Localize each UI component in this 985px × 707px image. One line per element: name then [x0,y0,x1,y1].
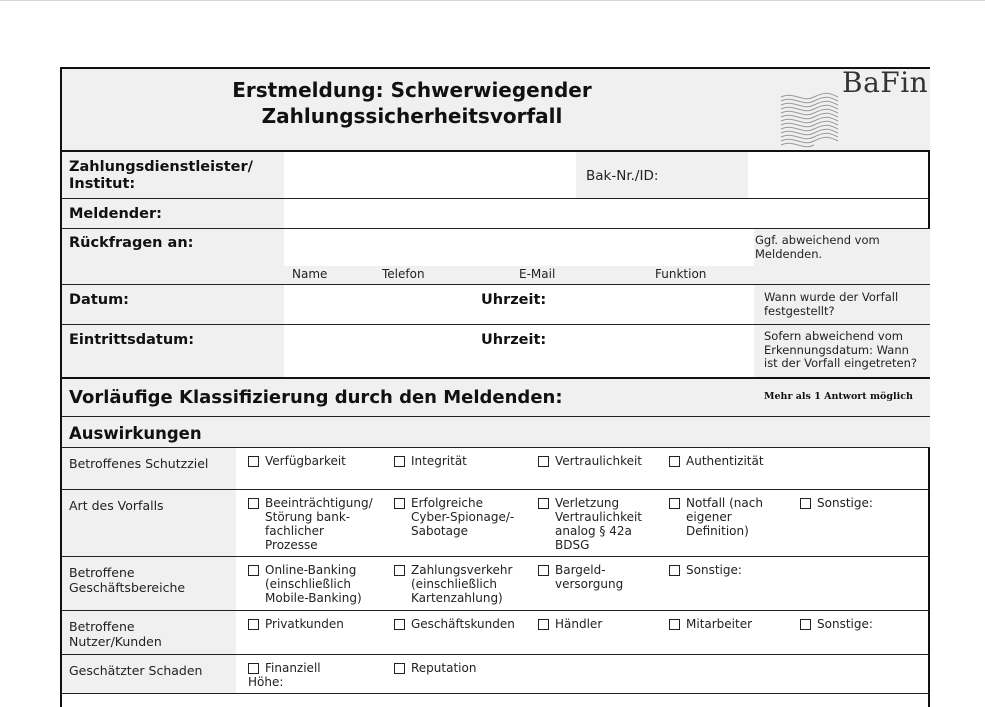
date-input[interactable] [284,285,474,324]
checkbox-icon[interactable] [538,456,549,467]
option-mitarbeiter[interactable] [669,617,752,631]
classification-note: Mehr als 1 Antwort möglich [764,391,913,402]
checkbox-icon[interactable] [394,456,405,467]
form-title [142,77,682,129]
option-text: Privatkunden [265,617,344,631]
option-text: Reputation [411,661,477,675]
contact-label: Rückfragen an: [69,235,194,251]
schaden-amount-label: Höhe: [248,675,284,689]
option-text: Authentizität [686,454,764,468]
time-input[interactable] [552,285,754,324]
option-online-banking[interactable] [248,563,362,605]
option-haendler[interactable] [538,617,602,631]
option-text: Mobile-Banking) [265,591,362,605]
option-zahlungsverkehr[interactable] [394,563,512,605]
option-text: fachlicher [265,524,324,538]
option-text: Prozesse [265,538,318,552]
option-text: Online-Banking [265,563,357,577]
contact-function-label: Funktion [655,267,707,281]
option-text: Vertraulichkeit [555,454,643,468]
option-text: Verfügbarkeit [265,454,346,468]
occurrence-note-line3: ist der Vorfall eingetreten? [764,356,917,370]
occurrence-note-line2: Erkennungsdatum: Wann [764,342,909,357]
option-text: Finanziell [265,661,321,675]
occurrence-time-label: Uhrzeit: [481,332,547,348]
option-text: Vertraulichkeit [555,510,643,524]
institute-label-line1: Zahlungsdienstleister/ [69,159,253,175]
option-notfall[interactable] [669,496,763,538]
time-label: Uhrzeit: [481,292,547,308]
occurrence-time-input[interactable] [552,325,754,377]
checkbox-icon[interactable] [669,619,680,630]
option-sonstige-vorfall[interactable] [800,496,873,510]
report-form [60,67,930,707]
bafin-logo-icon [780,89,840,155]
occurrence-note [764,330,917,371]
contact-input[interactable] [284,229,754,266]
option-verletzung-vertraulichkeit[interactable] [538,496,642,552]
contact-phone-label: Telefon [382,267,425,281]
geschaeft-label-line2: Geschäftsbereiche [69,580,186,595]
option-text: Mitarbeiter [686,617,753,631]
option-authentizitaet[interactable] [669,454,764,468]
occurrence-date-input[interactable] [284,325,474,377]
option-sonstige-nutzer[interactable] [800,617,873,631]
option-text: Cyber-Spionage/- [411,510,515,524]
option-text: eigener [686,510,732,524]
checkbox-icon[interactable] [248,619,259,630]
option-privatkunden[interactable] [248,617,344,631]
date-label: Datum: [69,292,129,308]
option-text: versorgung [555,577,624,591]
option-text: analog § 42a [555,524,632,538]
contact-note-line1: Ggf. abweichend vom [755,233,880,247]
checkbox-icon[interactable] [248,663,259,674]
institute-label [69,159,253,193]
checkbox-icon[interactable] [394,565,405,576]
form-title-line1: Erstmeldung: Schwerwiegender [232,78,592,102]
option-text: Bargeld- [555,563,606,577]
option-cyber-spionage[interactable] [394,496,514,538]
option-text: Händler [555,617,603,631]
contact-name-label: Name [292,267,328,281]
contact-note-line2: Meldenden. [755,246,823,261]
option-text: Sonstige: [817,617,873,631]
option-text: (einschließlich [265,577,351,591]
checkbox-icon[interactable] [800,619,811,630]
option-text: Notfall (nach [686,496,763,510]
section-title: Auswirkungen [69,424,202,443]
option-text: Störung bank- [265,510,351,524]
option-beeintraechtigung[interactable] [248,496,373,552]
bafin-logo-text: BaFin [842,66,929,99]
option-text: Erfolgreiche [411,496,484,510]
contact-note [755,234,880,261]
option-sonstige-geschaeft[interactable] [669,563,742,577]
option-text: Sonstige: [686,563,742,577]
checkbox-icon[interactable] [248,565,259,576]
option-text: Beeinträchtigung/ [265,496,373,510]
occurrence-note-line1: Sofern abweichend vom [764,329,903,343]
bak-input[interactable] [748,152,930,198]
option-text: Geschäftskunden [411,617,515,631]
checkbox-icon[interactable] [538,619,549,630]
contact-email-label: E-Mail [519,267,556,281]
option-text: Zahlungsverkehr [411,563,513,577]
checkbox-icon[interactable] [669,456,680,467]
institute-label-line2: Institut: [69,176,136,192]
form-title-line2: Zahlungssicherheitsvorfall [261,104,563,128]
option-text: (einschließlich [411,577,497,591]
option-finanziell[interactable] [248,661,321,675]
date-note-line1: Wann wurde der Vorfall [764,290,899,304]
checkbox-icon[interactable] [669,565,680,576]
option-integritaet[interactable] [394,454,467,468]
checkbox-icon[interactable] [800,498,811,509]
checkbox-icon[interactable] [538,498,549,509]
checkbox-icon[interactable] [394,498,405,509]
checkbox-icon[interactable] [248,498,259,509]
reporter-input[interactable] [284,199,930,228]
divider [62,693,930,694]
option-vertraulichkeit[interactable] [538,454,642,468]
geschaeft-label-line1: Betroffene [69,565,135,580]
date-note-line2: festgestellt? [764,303,835,318]
option-text: Integrität [411,454,467,468]
reporter-label: Meldender: [69,206,162,222]
occurrence-label: Eintrittsdatum: [69,332,195,348]
nutzer-label-line2: Nutzer/Kunden [69,634,162,649]
option-text: Verletzung [555,496,620,510]
classification-title: Vorläufige Klassifizierung durch den Meldenden: [69,387,563,408]
checkbox-icon[interactable] [669,498,680,509]
option-geschaeftskunden[interactable] [394,617,515,631]
option-bargeldversorgung[interactable] [538,563,623,591]
option-text: Kartenzahlung) [411,591,503,605]
nutzer-label-line1: Betroffene [69,619,135,634]
bak-label: Bak-Nr./ID: [586,168,659,184]
option-text: Sonstige: [817,496,873,510]
nutzer-label [69,619,162,649]
vorfall-label: Art des Vorfalls [69,498,164,513]
page-top-rule [0,0,985,1]
option-text: BDSG [555,538,590,552]
option-verfuegbarkeit[interactable] [248,454,346,468]
checkbox-icon[interactable] [538,565,549,576]
option-reputation[interactable] [394,661,476,675]
date-note [764,291,898,318]
option-text: Definition) [686,524,749,538]
schutzziel-label: Betroffenes Schutzziel [69,456,209,471]
option-text: Sabotage [411,524,468,538]
institute-input[interactable] [284,152,576,198]
checkbox-icon[interactable] [394,619,405,630]
schaden-label: Geschätzter Schaden [69,663,203,678]
geschaeft-label [69,565,185,595]
checkbox-icon[interactable] [394,663,405,674]
checkbox-icon[interactable] [248,456,259,467]
